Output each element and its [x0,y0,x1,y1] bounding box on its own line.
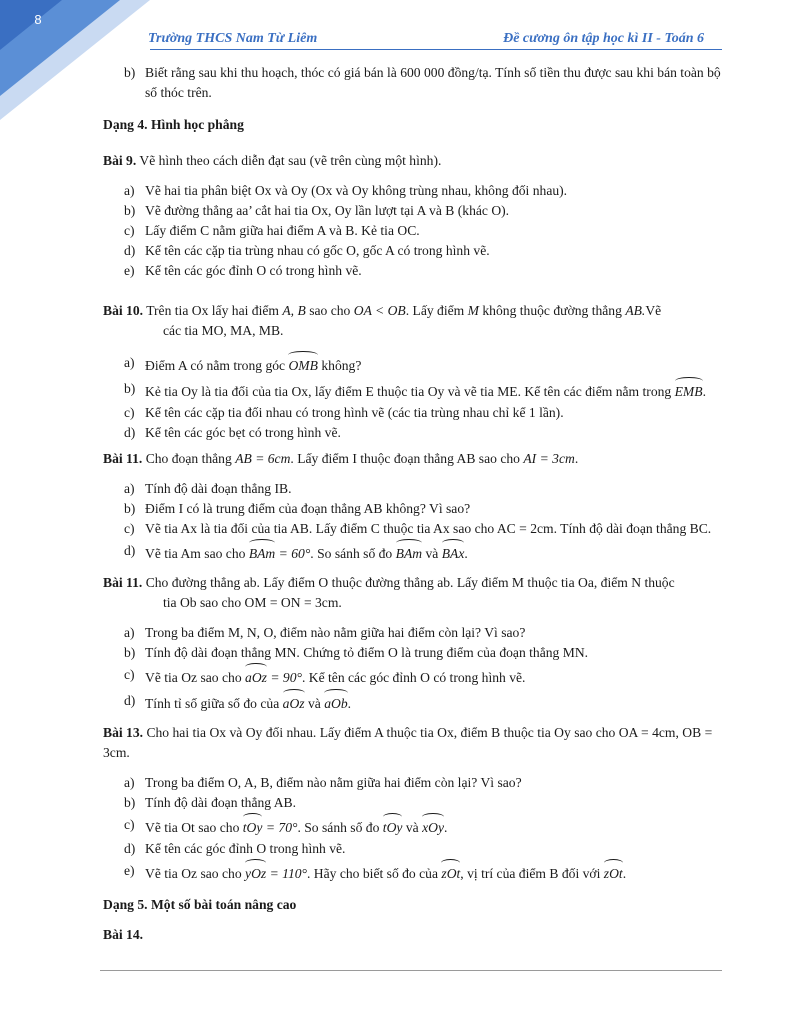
list-item: c) Vẽ tia Ax là tia đối của tia AB. Lấy điểm C thuộc tia Ax sao cho AC = 2cm. Tính độ dài đoạn thẳng BC. [124,521,712,536]
exercise-bai9: Bài 9. Vẽ hình theo cách diễn đạt sau (vẽ trên cùng một hình). [103,153,442,168]
list-item: a) Trong ba điểm M, N, O, điểm nào nằm giữa hai điểm còn lại? Vì sao? [124,625,526,640]
list-item: d) Vẽ tia Am sao cho BAm = 60°. So sánh số đo BAm và BAx. [103,539,723,565]
list-item: c) Lấy điểm C nằm giữa hai điểm A và B. Kẻ tia OC. [124,223,420,238]
exercise-bai11-second: Bài 11. Cho đường thẳng ab. Lấy điểm O thuộc đường thẳng ab. Lấy điểm M thuộc tia Oa, điểm N thuộc tia Ob sao cho OM = ON = 3cm. [103,575,675,610]
exercise-list [103,181,723,281]
list-item: a) Vẽ hai tia phân biệt Ox và Oy (Ox và Oy không trùng nhau, không đối nhau). [124,183,568,198]
list-item: e) Vẽ tia Oz sao cho yOz = 110°. Hãy cho biết số đo của zOt, vị trí của điểm B đối với zOt. [103,859,723,885]
list-item: d) Kể tên các góc đỉnh O trong hình vẽ. [124,841,346,856]
list-item: b) Biết rằng sau khi thu hoạch, thóc có giá bán là 600 000 đồng/tạ. Tính số tiền thu được sau khi bán toàn bộ số thóc trên. [124,65,721,100]
list-item: c) Kể tên các cặp tia đối nhau có trong hình vẽ (các tia trùng nhau chỉ kể 1 lần). [124,405,564,420]
list-item: b) Điểm I có là trung điểm của đoạn thẳng AB không? Vì sao? [124,501,471,516]
list-item: b) Tính độ dài đoạn thẳng AB. [124,795,297,810]
list-item: b) Vẽ đường thẳng aa’ cắt hai tia Ox, Oy lần lượt tại A và B (khác O). [124,203,510,218]
header-school: Trường THCS Nam Từ Liêm [148,31,318,46]
exercise-list [103,351,723,443]
list-item: a) Điểm A có nằm trong góc OMB không? [103,351,723,377]
list-item: b) Kẻ tia Oy là tia đối của tia Ox, lấy điểm E thuộc tia Oy và vẽ tia ME. Kể tên các điểm nằm trong EMB. [103,377,723,403]
footer-rule [100,970,722,971]
exercise-list [103,773,723,885]
exercise-bai13: Bài 13. Cho hai tia Ox và Oy đối nhau. Lấy điểm A thuộc tia Ox, điểm B thuộc tia Oy sao cho OA = 4cm, OB = 3cm. [103,725,713,760]
list-item: d) Kể tên các góc bẹt có trong hình vẽ. [124,425,341,440]
exercise-bai11: Bài 11. Cho đoạn thẳng AB = 6cm. Lấy điểm I thuộc đoạn thẳng AB sao cho AI = 3cm. [103,451,579,466]
list-item: d) Tính tỉ số giữa số đo của aOz và aOb. [103,689,723,715]
exercise-bai14: Bài 14. [103,927,144,942]
list-item: b) Tính độ dài đoạn thẳng MN. Chứng tỏ điểm O là trung điểm của đoạn thẳng MN. [124,645,589,660]
exercise-bai10: Bài 10. Trên tia Ox lấy hai điểm A, B sao cho OA < OB. Lấy điểm M không thuộc đường thẳng AB.Vẽ các tia MO, MA, MB. [103,303,662,338]
list-item: a) Tính độ dài đoạn thẳng IB. [124,481,292,496]
section-heading: Dạng 5. Một số bài toán nâng cao [103,897,297,912]
list-item: e) Kể tên các góc đỉnh O có trong hình vẽ. [124,263,362,278]
list-item: c) Vẽ tia Ot sao cho tOy = 70°. So sánh số đo tOy và xOy. [103,813,723,839]
header-doc-title: Đề cương ôn tập học kì II - Toán 6 [503,31,704,46]
page-number: 8 [34,12,42,27]
header-rule [150,49,722,50]
list-item: c) Vẽ tia Oz sao cho aOz = 90°. Kể tên các góc đỉnh O có trong hình vẽ. [103,663,723,689]
page-content [103,63,723,945]
exercise-list [103,479,723,565]
exercise-list [103,623,723,715]
list-item: d) Kể tên các cặp tia trùng nhau có gốc O, gốc A có trong hình vẽ. [124,243,490,258]
section-heading: Dạng 4. Hình học phẳng [103,117,244,132]
list-item: a) Trong ba điểm O, A, B, điểm nào nằm giữa hai điểm còn lại? Vì sao? [124,775,522,790]
